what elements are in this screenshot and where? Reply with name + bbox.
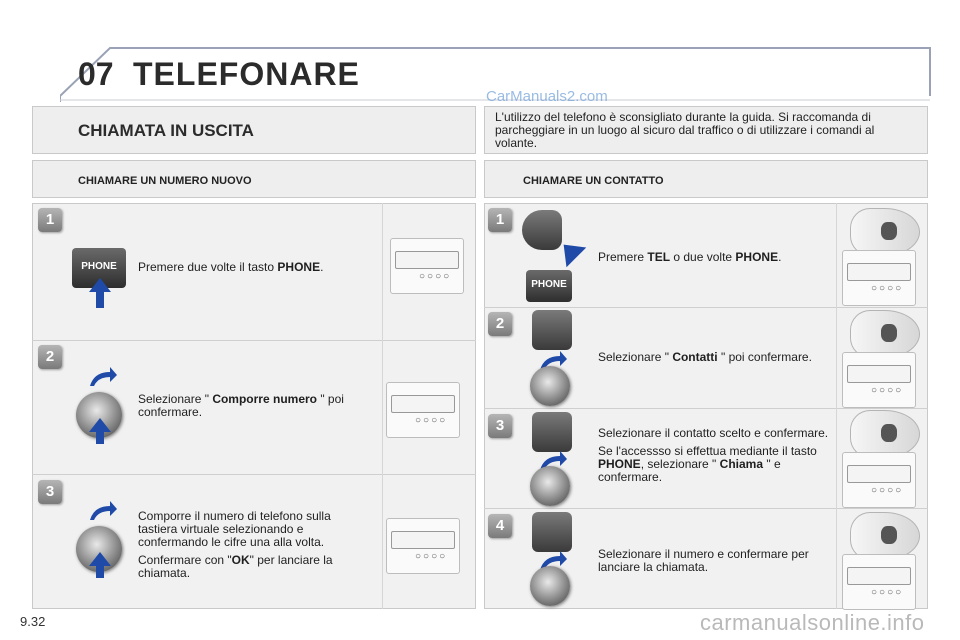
rotate-arrow-icon [88, 366, 118, 388]
phone-button[interactable]: PHONE [72, 248, 126, 288]
right-divider-2 [484, 408, 928, 409]
left-step-1-c: . [320, 260, 324, 274]
watermark-bottom: carmanualsonline.info [700, 610, 925, 635]
right-step-2-number: 2 [488, 312, 512, 336]
radio-panel-illustration: ○○○○ [390, 238, 464, 294]
left-step-2-text [138, 393, 368, 419]
right-heading: CHIAMARE UN CONTATTO [523, 175, 664, 187]
left-vline [382, 203, 383, 609]
right-step-3-number: 3 [488, 414, 512, 438]
right-step-3-e: " e confermare. [598, 457, 781, 484]
left-step-3-p1: Comporre il numero di telefono sulla tastiera virtuale selezionando e confermando le cifre una alla volta. [138, 509, 331, 549]
radio-panel-illustration: ○○○○ [386, 518, 460, 574]
right-heading-panel [484, 160, 928, 198]
left-step-1-key: PHONE [277, 260, 321, 274]
scroll-wheel-icon[interactable] [532, 310, 572, 350]
arrow-up-icon [89, 552, 111, 566]
right-vline [836, 203, 837, 609]
right-step-1-phone: PHONE [735, 250, 779, 264]
right-step-3-chiama: Chiama [719, 457, 764, 471]
steering-wheel-illustration [850, 512, 920, 560]
notice-panel [484, 106, 928, 154]
right-step-3-p1: Selezionare il contatto scelto e confermare. [598, 426, 829, 440]
right-step-1-c: o due volte [670, 250, 736, 264]
right-step-3-c: , selezionare " [640, 457, 720, 471]
arrow-stem [96, 566, 104, 578]
left-step-1-a: Premere due volte il tasto [138, 260, 278, 274]
right-step-2-c: " poi confermare. [717, 350, 812, 364]
right-step-3-p2 [598, 445, 830, 484]
left-step-3-p2c: " per lanciare la chiamata. [138, 553, 333, 580]
left-divider-1 [32, 340, 476, 341]
arrow-stem [96, 292, 104, 308]
right-step-1-tel: TEL [647, 250, 671, 264]
right-step-2-a: Selezionare " [598, 350, 673, 364]
section-title: CHIAMATA IN USCITA [78, 121, 254, 140]
left-step-3-p2 [138, 554, 368, 580]
arrow-up-icon [89, 278, 111, 292]
arrow-stem [96, 432, 104, 444]
left-step-3-ok: OK [231, 553, 250, 567]
right-step-1-e: . [778, 250, 782, 264]
steering-control-icon[interactable] [522, 210, 562, 250]
page-title: TELEFONARE [133, 56, 360, 92]
left-step-3-number: 3 [38, 480, 62, 504]
left-step-3-p2a: Confermare con " [138, 553, 232, 567]
right-divider-1 [484, 307, 928, 308]
scroll-wheel-icon[interactable] [532, 512, 572, 552]
radio-panel-illustration: ○○○○ [842, 452, 916, 508]
right-step-3-text [598, 427, 830, 489]
chapter-number: 07 [78, 56, 114, 92]
right-step-3-phone: PHONE [598, 457, 641, 471]
phone-button[interactable]: PHONE [526, 270, 572, 302]
rotary-knob-icon[interactable] [530, 466, 570, 506]
right-step-4-number: 4 [488, 514, 512, 538]
right-step-3-a: Se l'accessso si effettua mediante il tasto [598, 444, 817, 458]
left-step-1-number: 1 [38, 208, 62, 232]
radio-panel-illustration: ○○○○ [842, 352, 916, 408]
right-step-1-text [598, 251, 828, 264]
scroll-wheel-icon[interactable] [532, 412, 572, 452]
left-step-2-a: Selezionare " [138, 392, 213, 406]
left-step-2-number: 2 [38, 345, 62, 369]
rotate-arrow-icon [88, 500, 118, 522]
right-step-1-a: Premere [598, 250, 648, 264]
radio-panel-illustration: ○○○○ [386, 382, 460, 438]
radio-panel-illustration: ○○○○ [842, 554, 916, 610]
left-heading-panel [32, 160, 476, 198]
radio-panel-illustration: ○○○○ [842, 250, 916, 306]
left-divider-2 [32, 474, 476, 475]
right-step-4-text: Selezionare il numero e confermare per lanciare la chiamata. [598, 547, 809, 574]
steering-wheel-illustration [850, 310, 920, 358]
right-step-2-text [598, 351, 830, 364]
watermark-top: CarManuals2.com [486, 88, 608, 105]
left-step-1-text [138, 261, 368, 274]
left-step-2-option: Comporre numero [212, 392, 317, 406]
steering-wheel-illustration [850, 410, 920, 458]
left-step-3-text [138, 510, 368, 585]
left-heading: CHIAMARE UN NUMERO NUOVO [78, 175, 252, 187]
right-divider-3 [484, 508, 928, 509]
left-step-2-c: " poi confermare. [138, 392, 344, 419]
right-step-2-option: Contatti [672, 350, 718, 364]
section-title-panel [32, 106, 476, 154]
page-number: 9.32 [20, 614, 46, 629]
right-step-1-number: 1 [488, 208, 512, 232]
rotary-knob-icon[interactable] [530, 366, 570, 406]
notice-text: L'utilizzo del telefono è sconsigliato durante la guida. Si raccomanda di parcheggiare in un luogo al sicuro dal traffico o di utilizzare i comandi al volante. [495, 110, 875, 150]
arrow-up-icon [89, 418, 111, 432]
steering-wheel-illustration [850, 208, 920, 256]
rotary-knob-icon[interactable] [530, 566, 570, 606]
